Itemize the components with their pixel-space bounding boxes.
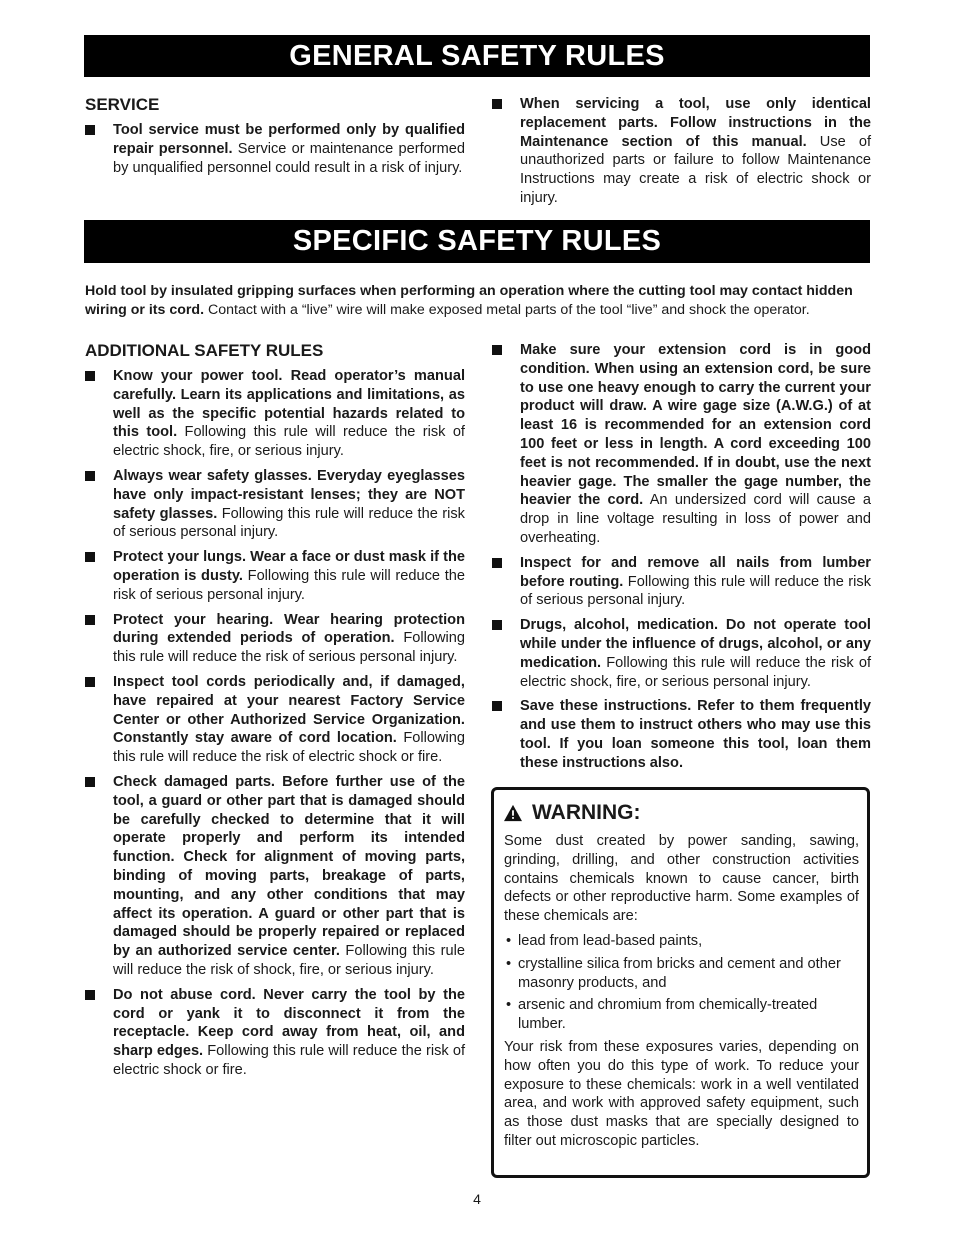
rule-bold: Inspect for and remove all nails from lumber before routing. [520,554,871,590]
square-bullet-icon [492,701,502,711]
square-bullet-icon [85,371,95,381]
rule-text: Following this rule will reduce the risk of shock, fire, or serious injury. [113,943,465,978]
rule-text: Following this rule will reduce the risk of electric shock, fire, or serious injury. [113,424,465,460]
square-bullet-icon [492,99,502,109]
rule-text: Following this rule will reduce the risk of serious personal injury. [520,573,871,609]
additional-right-column [492,341,871,779]
safety-rule-item [85,773,465,980]
rule-bold: Inspect tool cords periodically and, if damaged, have repaired at your nearest Factory Service Center or other Authorized Service Organization. Constantly stay aware of cord location. [113,673,465,747]
service-item-text: Service or maintenance performed by unqualified personnel could result in a risk of injury. [113,140,465,176]
square-bullet-icon [85,777,95,787]
rule-bold: Know your power tool. Read operator’s manual carefully. Learn its applications and limitations, as well as the specific potential hazards related to this tool. [113,368,465,441]
rule-bold: Drugs, alcohol, medication. Do not operate tool while under the influence of drugs, alcohol, or any medication. [520,617,871,671]
safety-rule-item [492,616,871,691]
safety-rule-item [85,467,465,542]
warning-title [504,800,859,826]
rule-text: Following this rule will reduce the risk of electric shock or fire. [113,730,465,766]
rule-text: An undersized cord will cause a drop in line voltage resulting in loss of power and overheating. [520,492,872,546]
intro-text: Contact with a “live” wire will make exposed metal parts of the tool “live” and shock the operator. [204,301,810,318]
rule-text: Following this rule will reduce the risk of serious personal injury. [113,630,465,666]
page-number: 4 [473,1191,481,1207]
list-item: • crystalline silica from bricks and cement and other masonry products, and [506,955,841,991]
rule-text: Following this rule will reduce the risk of serious personal injury. [113,505,465,541]
square-bullet-icon [492,620,502,630]
warning-paragraph: Your risk from these exposures varies, depending on how often you do this type of work. To reduce your exposure to these chemicals: work in a well ventilated area, and work with approved safety equipment, such as those dust masks that are specially designed to filter out microscopic particles. [504,1038,859,1149]
service-left-column [85,95,465,183]
additional-safety-rules-heading: ADDITIONAL SAFETY RULES [85,341,324,360]
safety-rule-item [85,367,465,461]
warning-box [491,787,870,1178]
safety-rule-item [85,986,465,1080]
specific-safety-rules-banner: SPECIFIC SAFETY RULES [84,220,870,263]
warning-chemical-list [504,932,859,1034]
warning-title-text: WARNING: [532,801,641,824]
rule-bold: Make sure your extension cord is in good condition. When using an extension cord, be sure to use one heavy enough to carry the current your product will draw. A wire gage size (A.W.G.) of at least 16 is recommended for an extension cord 100 feet or less in length. A cord exceeding 100 feet is not recommended. If in doubt, use the next heavier gage. The smaller the gage number, the heavier the cord. [520,342,871,509]
list-item: • lead from lead-based paints, [506,932,703,949]
rule-bold: Check damaged parts. Before further use of the tool, a guard or other part that is damaged should be carefully checked to determine that it will operate properly and perform its intended function. Check for alignment of moving parts, binding of moving parts, breakage of parts, mounting, and any other conditions that may affect its operation. A guard or other part that is damaged should be properly repaired or replaced by an authorized service center. [113,773,465,960]
service-item-bold: Tool service must be performed only by qualified repair personnel. [113,122,465,157]
rule-text: Following this rule will reduce the risk of serious personal injury. [113,567,465,603]
safety-rule-item [492,554,871,610]
list-item-text: lead from lead-based paints, [518,932,703,949]
square-bullet-icon [85,990,95,1000]
intro-paragraph [85,282,872,320]
service-item [492,95,871,208]
general-safety-rules-banner: GENERAL SAFETY RULES [84,35,870,77]
service-item-bold: When servicing a tool, use only identical replacement parts. Follow instructions in the Maintenance section of this manual. [520,96,871,150]
square-bullet-icon [492,558,502,568]
square-bullet-icon [492,345,502,355]
service-item [85,121,465,177]
square-bullet-icon [85,615,95,625]
safety-rule-item [85,548,465,604]
warning-triangle-icon [504,804,522,822]
rule-bold: Protect your hearing. Wear hearing protection during extended periods of operation. [113,611,465,647]
square-bullet-icon [85,125,95,135]
warning-paragraph: Some dust created by power sanding, sawing, grinding, drilling, and other construction activities contains chemicals known to cause cancer, birth defects or other reproductive harm. Some examples of these chemicals are: [504,833,859,925]
additional-left-column [85,341,465,1086]
service-item-text: Use of unauthorized parts or failure to follow Maintenance Instructions may create a risk of electric shock or injury. [520,133,871,206]
rule-bold: Protect your lungs. Wear a face or dust mask if the operation is dusty. [113,549,465,584]
safety-rule-item [492,341,871,548]
rule-bold: Do not abuse cord. Never carry the tool by the cord or yank it to disconnect it from the receptacle. Keep cord away from heat, oil, and sharp edges. [113,986,465,1060]
service-heading: SERVICE [85,95,160,114]
safety-rule-item [85,611,465,667]
safety-rule-item [85,673,465,767]
safety-rule-item [492,697,871,772]
intro-bold: Hold tool by insulated gripping surfaces when performing an operation where the cutting tool may contact hidden wiring or its cord. [85,283,853,318]
square-bullet-icon [85,677,95,687]
square-bullet-icon [85,552,95,562]
rule-bold: Save these instructions. Refer to them frequently and use them to instruct others who may use this tool. If you loan someone this tool, loan them these instructions also. [520,698,871,771]
list-item: • arsenic and chromium from chemically-treated lumber. [506,997,818,1033]
rule-text: Following this rule will reduce the risk of electric shock, fire, or serious personal injury. [520,654,871,690]
list-item-text: crystalline silica from bricks and cement and other masonry products, and [518,955,841,991]
square-bullet-icon [85,471,95,481]
rule-text: Following this rule will reduce the risk of electric shock or fire. [113,1043,466,1078]
list-item-text: arsenic and chromium from chemically-treated lumber. [518,997,818,1033]
service-right-column [492,95,871,214]
rule-bold: Always wear safety glasses. Everyday eyeglasses have only impact-resistant lenses; they are NOT safety glasses. [113,467,465,522]
